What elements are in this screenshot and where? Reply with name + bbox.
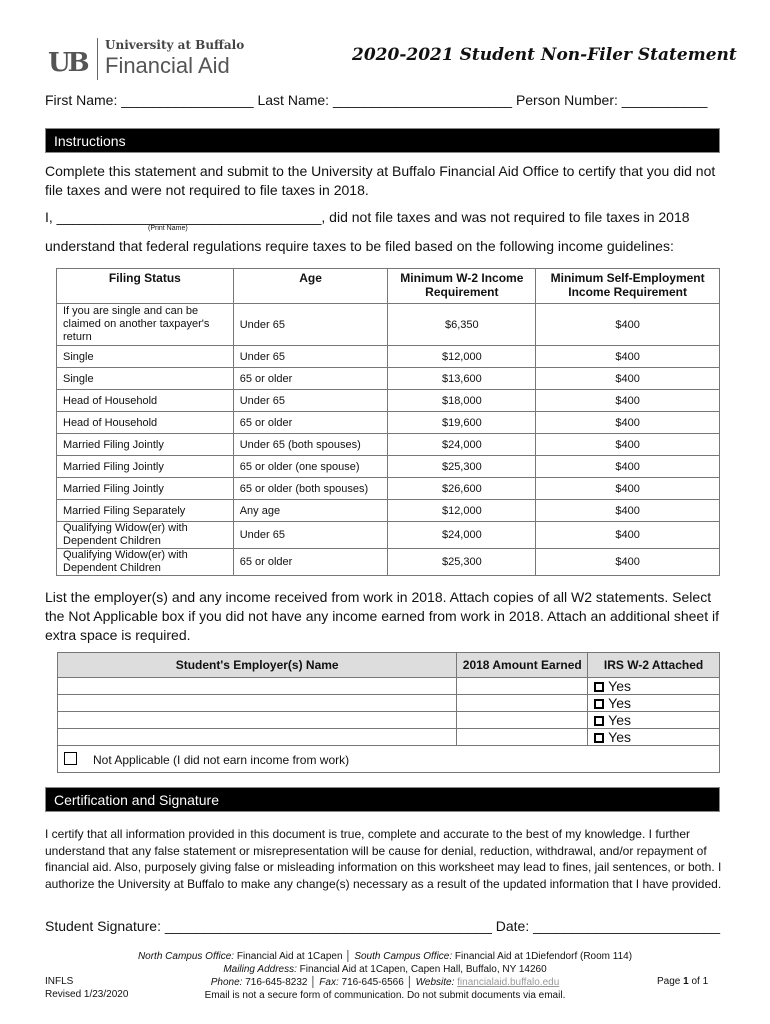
yes-label: Yes bbox=[608, 695, 631, 711]
age-cell: 65 or older bbox=[233, 368, 388, 390]
filing-status-cell: Married Filing Jointly bbox=[57, 456, 234, 478]
employer-name-input[interactable] bbox=[58, 695, 457, 712]
self-employment-minimum-cell: $400 bbox=[536, 456, 720, 478]
w2-checkbox[interactable] bbox=[594, 682, 604, 692]
self-employment-minimum-cell: $400 bbox=[536, 390, 720, 412]
self-employment-minimum-cell: $400 bbox=[536, 500, 720, 522]
filing-status-cell: Married Filing Separately bbox=[57, 500, 234, 522]
logo-department: Financial Aid bbox=[105, 53, 230, 78]
amount-earned-input[interactable] bbox=[457, 695, 588, 712]
table-row bbox=[57, 549, 720, 576]
w2-checkbox[interactable] bbox=[594, 716, 604, 726]
self-employment-minimum-cell: $400 bbox=[536, 478, 720, 500]
web-label: Website: bbox=[415, 977, 455, 988]
filing-status-cell: Single bbox=[57, 346, 234, 368]
filing-status-cell: Head of Household bbox=[57, 390, 234, 412]
table-row bbox=[57, 304, 720, 346]
employer-row bbox=[58, 729, 720, 746]
instructions-header: Instructions bbox=[45, 128, 720, 153]
revised-date: Revised 1/23/2020 bbox=[45, 989, 129, 1000]
south-office: Financial Aid at 1Diefendorf (Room 114) bbox=[454, 951, 633, 962]
yes-label: Yes bbox=[608, 678, 631, 694]
page-of: of 1 bbox=[691, 976, 709, 987]
yes-label: Yes bbox=[608, 729, 631, 745]
north-label: North Campus Office: bbox=[137, 951, 235, 962]
age-cell: Under 65 bbox=[233, 390, 388, 412]
footer-contacts: North Campus Office: Financial Aid at 1Capen │ South Campus Office: Financial Aid at 1Diefendorf (Room 114) Mailing Address: Financial Aid at 1Capen, Capen Hall, Buffalo, NY 14260 Phone: 716-645-8232 │ Fax: 716-645-6566 │ Website: financialaid.buffalo.edu Email is not a secure form of communication. Do not submit documents via email. bbox=[0, 950, 770, 1002]
age-cell: Under 65 bbox=[233, 346, 388, 368]
amount-earned-input[interactable] bbox=[457, 712, 588, 729]
logo-university: University at Buffalo bbox=[105, 38, 245, 52]
self-employment-minimum-cell: $400 bbox=[536, 304, 720, 346]
w2-minimum-cell: $24,000 bbox=[388, 522, 536, 549]
amount-earned-header: 2018 Amount Earned bbox=[457, 653, 588, 678]
not-applicable-checkbox[interactable] bbox=[64, 752, 77, 765]
fax: 716-645-6566 bbox=[341, 977, 404, 988]
employer-name-input[interactable] bbox=[58, 712, 457, 729]
age-cell: Under 65 bbox=[233, 304, 388, 346]
filing-status-cell: Qualifying Widow(er) with Dependent Children bbox=[57, 549, 234, 576]
filing-status-cell: Single bbox=[57, 368, 234, 390]
w2-attached-option[interactable] bbox=[588, 712, 720, 729]
w2-minimum-cell: $18,000 bbox=[388, 390, 536, 412]
self-employment-minimum-cell: $400 bbox=[536, 368, 720, 390]
table-row bbox=[57, 412, 720, 434]
certification-header: Certification and Signature bbox=[45, 787, 720, 812]
page-number bbox=[657, 976, 708, 987]
understand-text: understand that federal regulations require taxes to be filed based on the following income guidelines: bbox=[45, 238, 674, 254]
not-applicable-label: Not Applicable (I did not earn income from work) bbox=[93, 752, 350, 767]
self-employment-minimum-cell: $400 bbox=[536, 346, 720, 368]
table-row bbox=[57, 456, 720, 478]
w2-minimum-cell: $26,600 bbox=[388, 478, 536, 500]
filing-status-cell: Married Filing Jointly bbox=[57, 478, 234, 500]
document-title: 2020-2021 Student Non-Filer Statement bbox=[352, 45, 737, 65]
table-row bbox=[57, 500, 720, 522]
table-row bbox=[57, 368, 720, 390]
last-name-field[interactable]: Last Name: _______________________ bbox=[257, 92, 513, 108]
self-employment-minimum-cell: $400 bbox=[536, 434, 720, 456]
w2-attached-option[interactable] bbox=[588, 678, 720, 695]
income-header-0: Filing Status bbox=[57, 269, 234, 304]
first-name-field[interactable]: First Name: _________________ bbox=[45, 92, 254, 108]
employer-row bbox=[58, 712, 720, 729]
employer-name-input[interactable] bbox=[58, 678, 457, 695]
age-cell: 65 or older (both spouses) bbox=[233, 478, 388, 500]
website-link[interactable]: financialaid.buffalo.edu bbox=[457, 977, 560, 988]
yes-label: Yes bbox=[608, 712, 631, 728]
income-guidelines-table bbox=[56, 268, 720, 576]
employer-name-input[interactable] bbox=[58, 729, 457, 746]
w2-attached-header: IRS W-2 Attached bbox=[588, 653, 720, 678]
north-office: Financial Aid at 1Capen bbox=[236, 951, 343, 962]
w2-minimum-cell: $6,350 bbox=[388, 304, 536, 346]
amount-earned-input[interactable] bbox=[457, 678, 588, 695]
certify-line[interactable]: I, __________________________________, did not file taxes and was not required to file taxes in 2018 bbox=[45, 209, 690, 225]
filing-status-cell: Qualifying Widow(er) with Dependent Children bbox=[57, 522, 234, 549]
employer-table bbox=[57, 652, 720, 773]
print-name-label: (Print Name) bbox=[148, 225, 188, 232]
self-employment-minimum-cell: $400 bbox=[536, 412, 720, 434]
age-cell: Under 65 bbox=[233, 522, 388, 549]
w2-attached-option[interactable] bbox=[588, 729, 720, 746]
age-cell: 65 or older bbox=[233, 412, 388, 434]
income-header-2: Minimum W-2 Income Requirement bbox=[388, 269, 536, 304]
not-applicable-row[interactable] bbox=[58, 746, 720, 773]
certification-text: I certify that all information provided in this document is true, complete and accurate to the best of my knowledge. I further understand that any false statement or misrepresentation will be cause for denial, reduction, withdrawal, and/or repayment of financial aid. Also, purposely giving false or misleading information on this worksheet may lead to fines, jail sentences, or both. I authorize the University at Buffalo to make any change(s) necessary as a result of the updated information that I have provided. bbox=[45, 827, 722, 891]
page-num: 1 bbox=[683, 976, 689, 987]
employer-row bbox=[58, 695, 720, 712]
employer-name-header: Student's Employer(s) Name bbox=[58, 653, 457, 678]
employer-row bbox=[58, 678, 720, 695]
age-cell: 65 or older bbox=[233, 549, 388, 576]
w2-minimum-cell: $12,000 bbox=[388, 500, 536, 522]
email-note: Email is not a secure form of communication. Do not submit documents via email. bbox=[204, 990, 566, 1001]
self-employment-minimum-cell: $400 bbox=[536, 522, 720, 549]
income-header-1: Age bbox=[233, 269, 388, 304]
instructions-intro: Complete this statement and submit to the University at Buffalo Financial Aid Office to certify that you did not file taxes and were not required to file taxes in 2018. bbox=[45, 163, 716, 198]
w2-minimum-cell: $19,600 bbox=[388, 412, 536, 434]
signature-line[interactable]: Student Signature: __________________________________________ Date: ________________________ bbox=[45, 918, 720, 934]
page-prefix: Page bbox=[657, 976, 681, 987]
filing-status-cell: Married Filing Jointly bbox=[57, 434, 234, 456]
logo-divider bbox=[97, 38, 98, 80]
employer-instructions: List the employer(s) and any income received from work in 2018. Attach copies of all W2 statements. Select the Not Applicable box if you did not have any income earned from work in 2018. Attach an additional sheet if extra space is required. bbox=[45, 589, 719, 643]
mail-label: Mailing Address: bbox=[223, 964, 297, 975]
income-header-3: Minimum Self-Employment Income Requirement bbox=[536, 269, 720, 304]
w2-minimum-cell: $12,000 bbox=[388, 346, 536, 368]
w2-minimum-cell: $25,300 bbox=[388, 549, 536, 576]
table-row bbox=[57, 434, 720, 456]
person-number-field[interactable]: Person Number: ___________ bbox=[515, 92, 708, 108]
phone: 716-645-8232 bbox=[245, 977, 308, 988]
form-code: INFLS bbox=[45, 976, 74, 987]
table-row bbox=[57, 522, 720, 549]
filing-status-cell: If you are single and can be claimed on another taxpayer's return bbox=[57, 304, 234, 346]
amount-earned-input[interactable] bbox=[457, 729, 588, 746]
age-cell: Under 65 (both spouses) bbox=[233, 434, 388, 456]
w2-minimum-cell: $25,300 bbox=[388, 456, 536, 478]
table-row bbox=[57, 390, 720, 412]
mail-address: Financial Aid at 1Capen, Capen Hall, Buffalo, NY 14260 bbox=[299, 964, 547, 975]
table-row bbox=[57, 478, 720, 500]
filing-status-cell: Head of Household bbox=[57, 412, 234, 434]
self-employment-minimum-cell: $400 bbox=[536, 549, 720, 576]
south-label: South Campus Office: bbox=[354, 951, 453, 962]
w2-minimum-cell: $13,600 bbox=[388, 368, 536, 390]
w2-checkbox[interactable] bbox=[594, 733, 604, 743]
w2-attached-option[interactable] bbox=[588, 695, 720, 712]
table-row bbox=[57, 346, 720, 368]
w2-minimum-cell: $24,000 bbox=[388, 434, 536, 456]
phone-label: Phone: bbox=[210, 977, 243, 988]
age-cell: 65 or older (one spouse) bbox=[233, 456, 388, 478]
name-fields bbox=[45, 92, 707, 108]
ub-logo-mark: UB bbox=[48, 48, 87, 78]
w2-checkbox[interactable] bbox=[594, 699, 604, 709]
age-cell: Any age bbox=[233, 500, 388, 522]
fax-label: Fax: bbox=[319, 977, 339, 988]
